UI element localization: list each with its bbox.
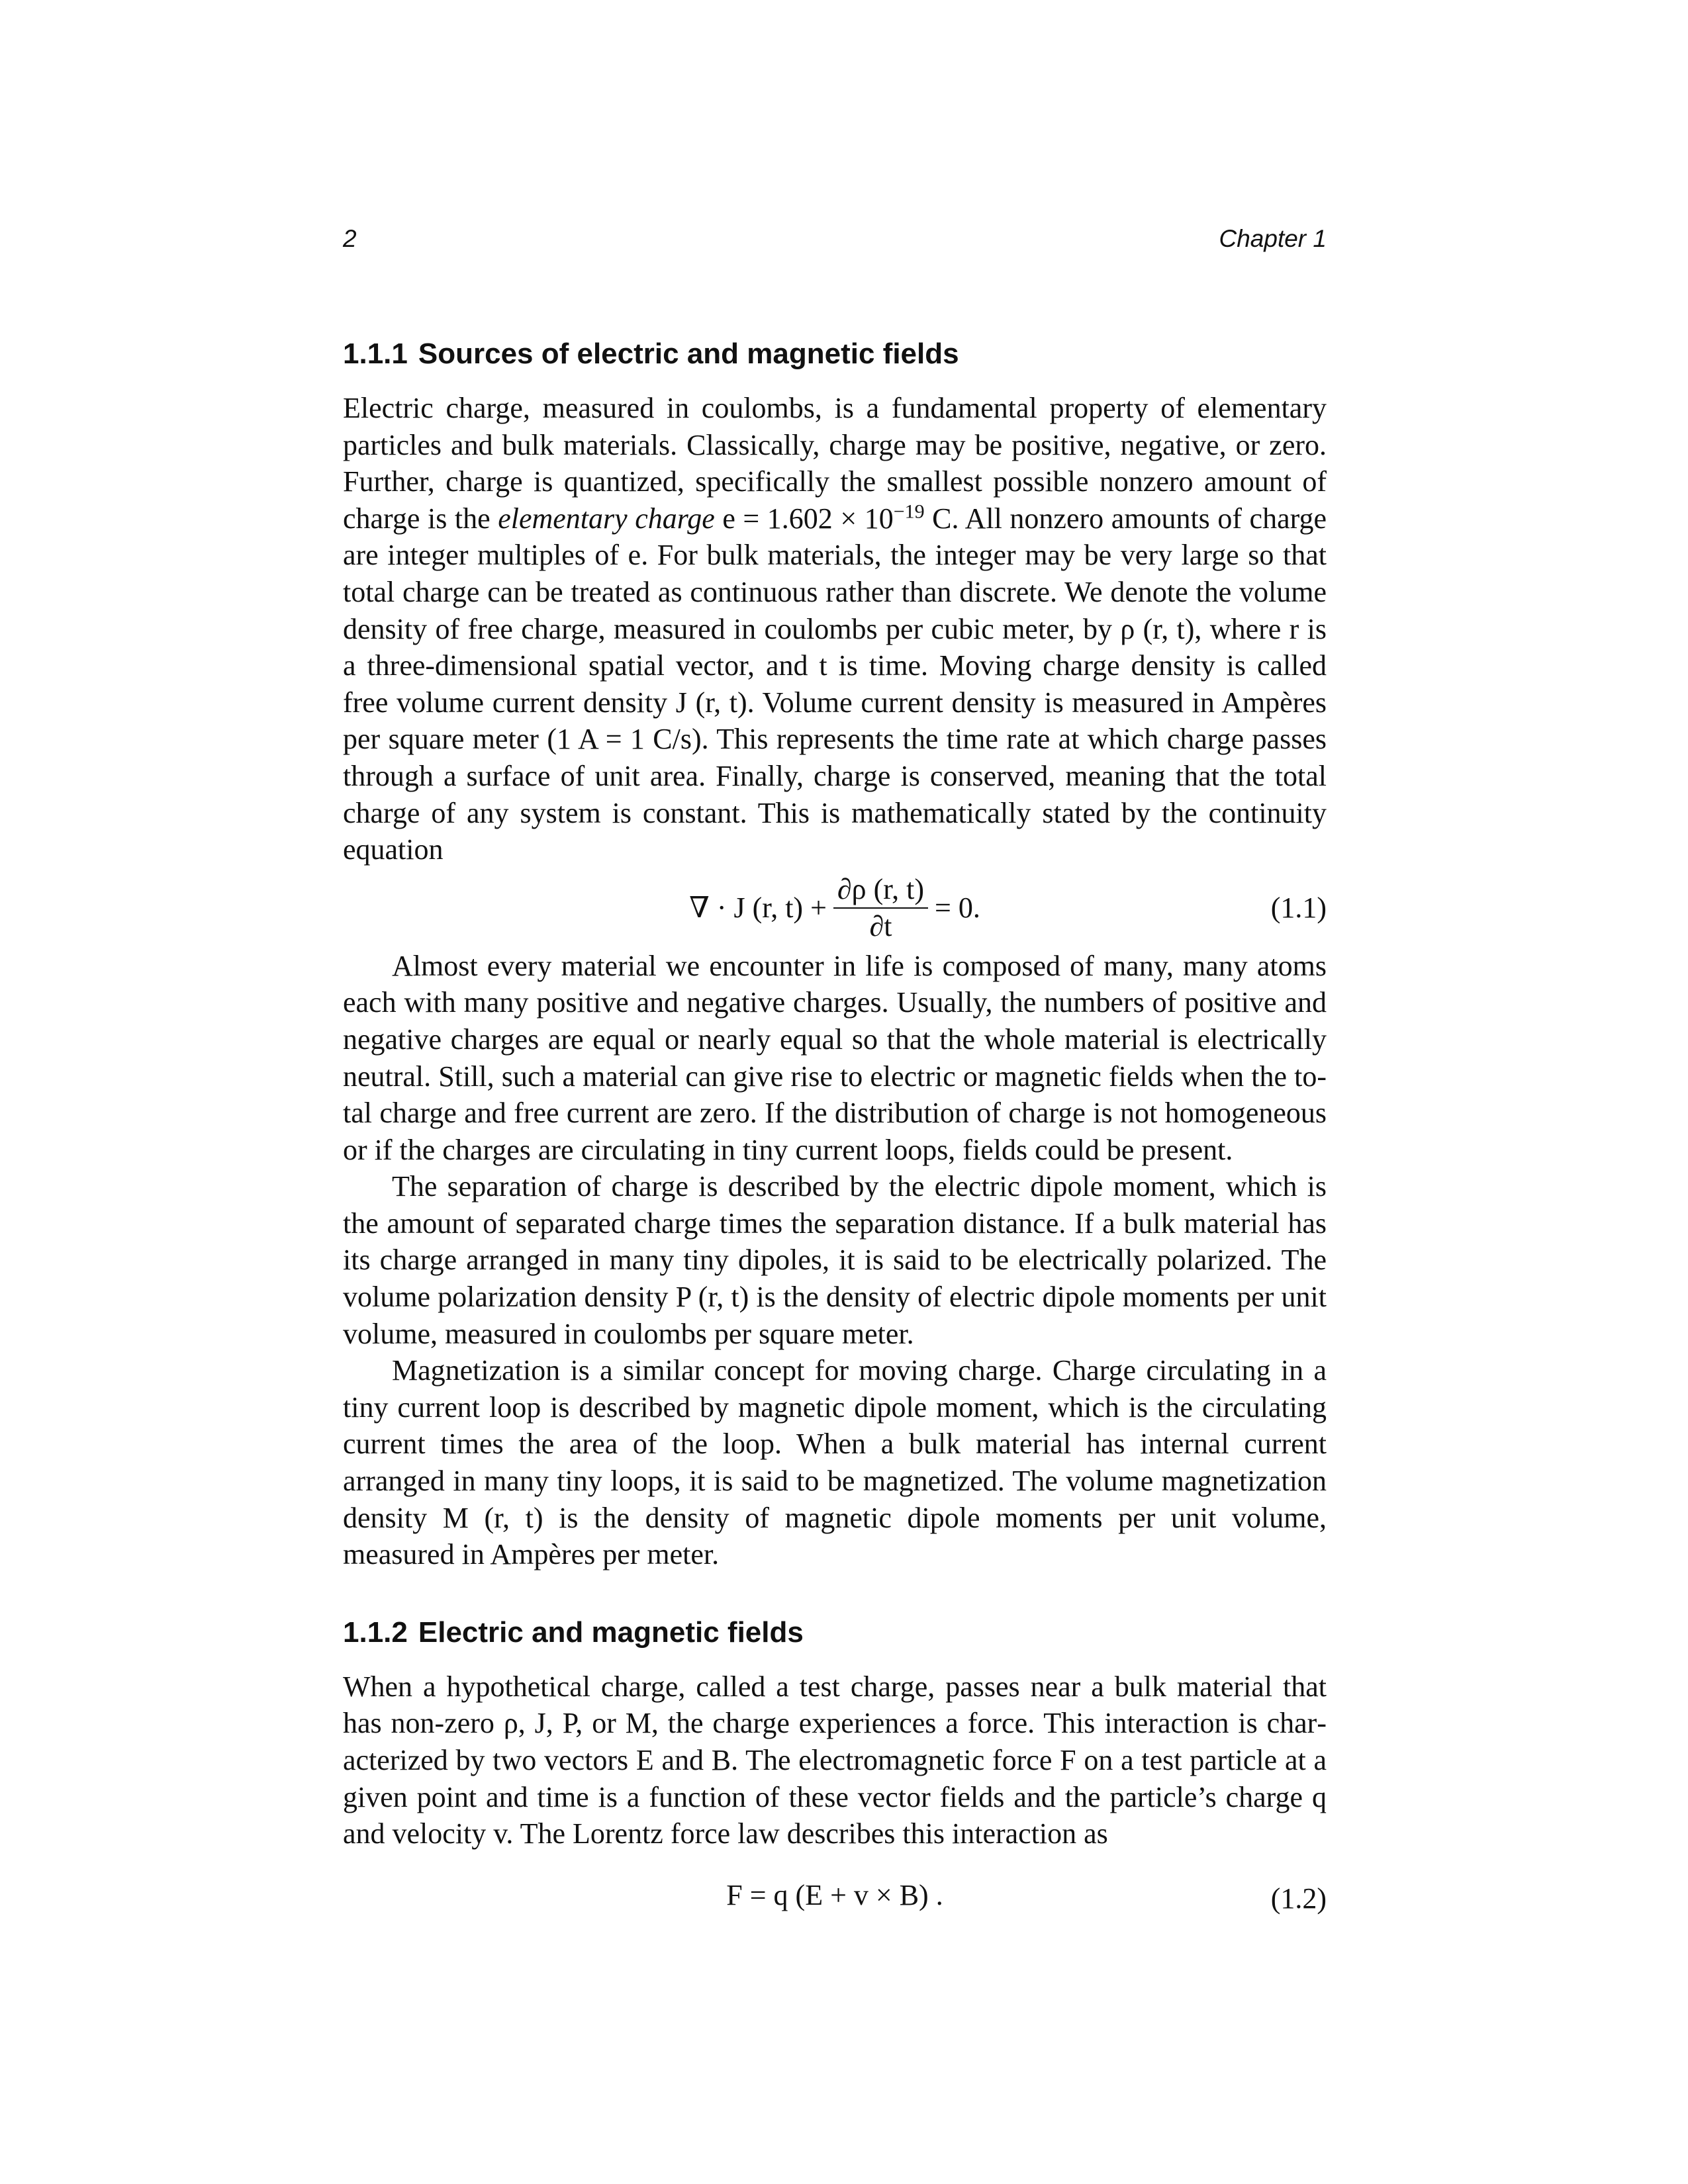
section-heading-1-1-1 (343, 334, 1327, 374)
section-number: 1.1.2 (343, 1615, 408, 1649)
running-head (343, 225, 1327, 258)
body-content (343, 334, 1327, 1925)
equation-number: (1.1) (1270, 891, 1327, 924)
section-heading-1-1-2 (343, 1613, 1327, 1653)
page-number: 2 (343, 225, 357, 252)
eq1-fraction (833, 873, 928, 943)
eq1-numerator: ∂ρ (r, t) (833, 873, 928, 909)
paragraph-polarization: The separation of charge is described by the electric dipole moment, which is the amount of separated charge times the separation distance. If a bulk material has its charge arranged in many tiny dipoles, it is said to be electrically polarized. The volume polarization density P (r, t) is the density of electric dipole moments per unit volume, measured in coulombs per square meter. (343, 1170, 1327, 1350)
eq1-denominator: ∂t (869, 909, 892, 942)
eq2-expression: F = q (E + v × B) . (726, 1879, 943, 1912)
section-title: Sources of electric and magnetic fields (418, 338, 959, 370)
equation-1-2 (343, 1852, 1327, 1925)
equation-number: (1.2) (1270, 1882, 1327, 1915)
paragraph-magnetization: Magnetization is a similar concept for moving charge. Charge circulating in a tiny current loop is described by magnetic dipole moment, which is the circulating current times the area of the loop. When a bulk material has internal current arranged in many tiny loops, it is said to be magnetized. The volume magnetization density M (r, t) is the density of magnetic dipole moments per unit volume, measured in Ampères per meter. (343, 1354, 1327, 1571)
section-number: 1.1.1 (343, 338, 408, 370)
paragraph-lorentz: When a hypothetical charge, called a test charge, passes near a bulk material that has non-zero ρ, J, P, or M, the charge experiences a force. This interaction is characterized by two vectors E and B. The electromagnetic force F on a test particle at a given point and time is a function of these vector fields and the particle’s charge q and velocity v. The Lorentz force law describes this interaction as (343, 1670, 1327, 1850)
paragraph-neutral-material: Almost every material we encounter in life is composed of many, many atoms each with many positive and negative charges. Usually, the numbers of positive and negative charges are equal or nearly equal so that the whole material is electrically neutral. Still, such a material can give rise to electric or magnetic fields when the total charge and free current are zero. If the distribution of charge is not homogeneous or if the charges are circulating in tiny current loops, fields could be present. (343, 949, 1327, 1166)
paragraph-charge (343, 390, 1327, 868)
text-run: Electric charge, measured in coulombs, is a fundamental property of elementary particles and bulk materials. Classically, charge may be positive, negative, or zero. Further, charge is quantized, specifically the smallest possible nonzero amount of charge is the (343, 392, 1327, 535)
eq1-lhs: ∇ · J (r, t) + (689, 891, 827, 925)
eq1-rhs: = 0. (935, 891, 980, 925)
equation-1-1 (343, 868, 1327, 948)
text-run: e = 1.602 × 10 (714, 502, 894, 535)
chapter-label: Chapter 1 (1219, 225, 1327, 252)
section-title: Electric and magnetic fields (418, 1615, 804, 1649)
exponent: −19 (893, 500, 925, 523)
term-elementary-charge: elementary charge (498, 502, 715, 535)
text-run: C. All nonzero amounts of charge are integer multiples of e. For bulk materials, the integer may be very large so that total charge can be treated as continuous rather than discrete. We denote the volume density of free charge, measured in coulombs per cubic meter, by ρ (r, t), where r is a three-dimensional spatial vector, and t is time. Moving charge density is called free volume current density J (r, t). Volume current density is measured in Ampères per square meter (1 A = 1 C/s). This represents the time rate at which charge passes through a surface of unit area. Finally, charge is conserved, meaning that the total charge of any system is constant. This is mathematically stated by the continuity equation (343, 502, 1327, 866)
